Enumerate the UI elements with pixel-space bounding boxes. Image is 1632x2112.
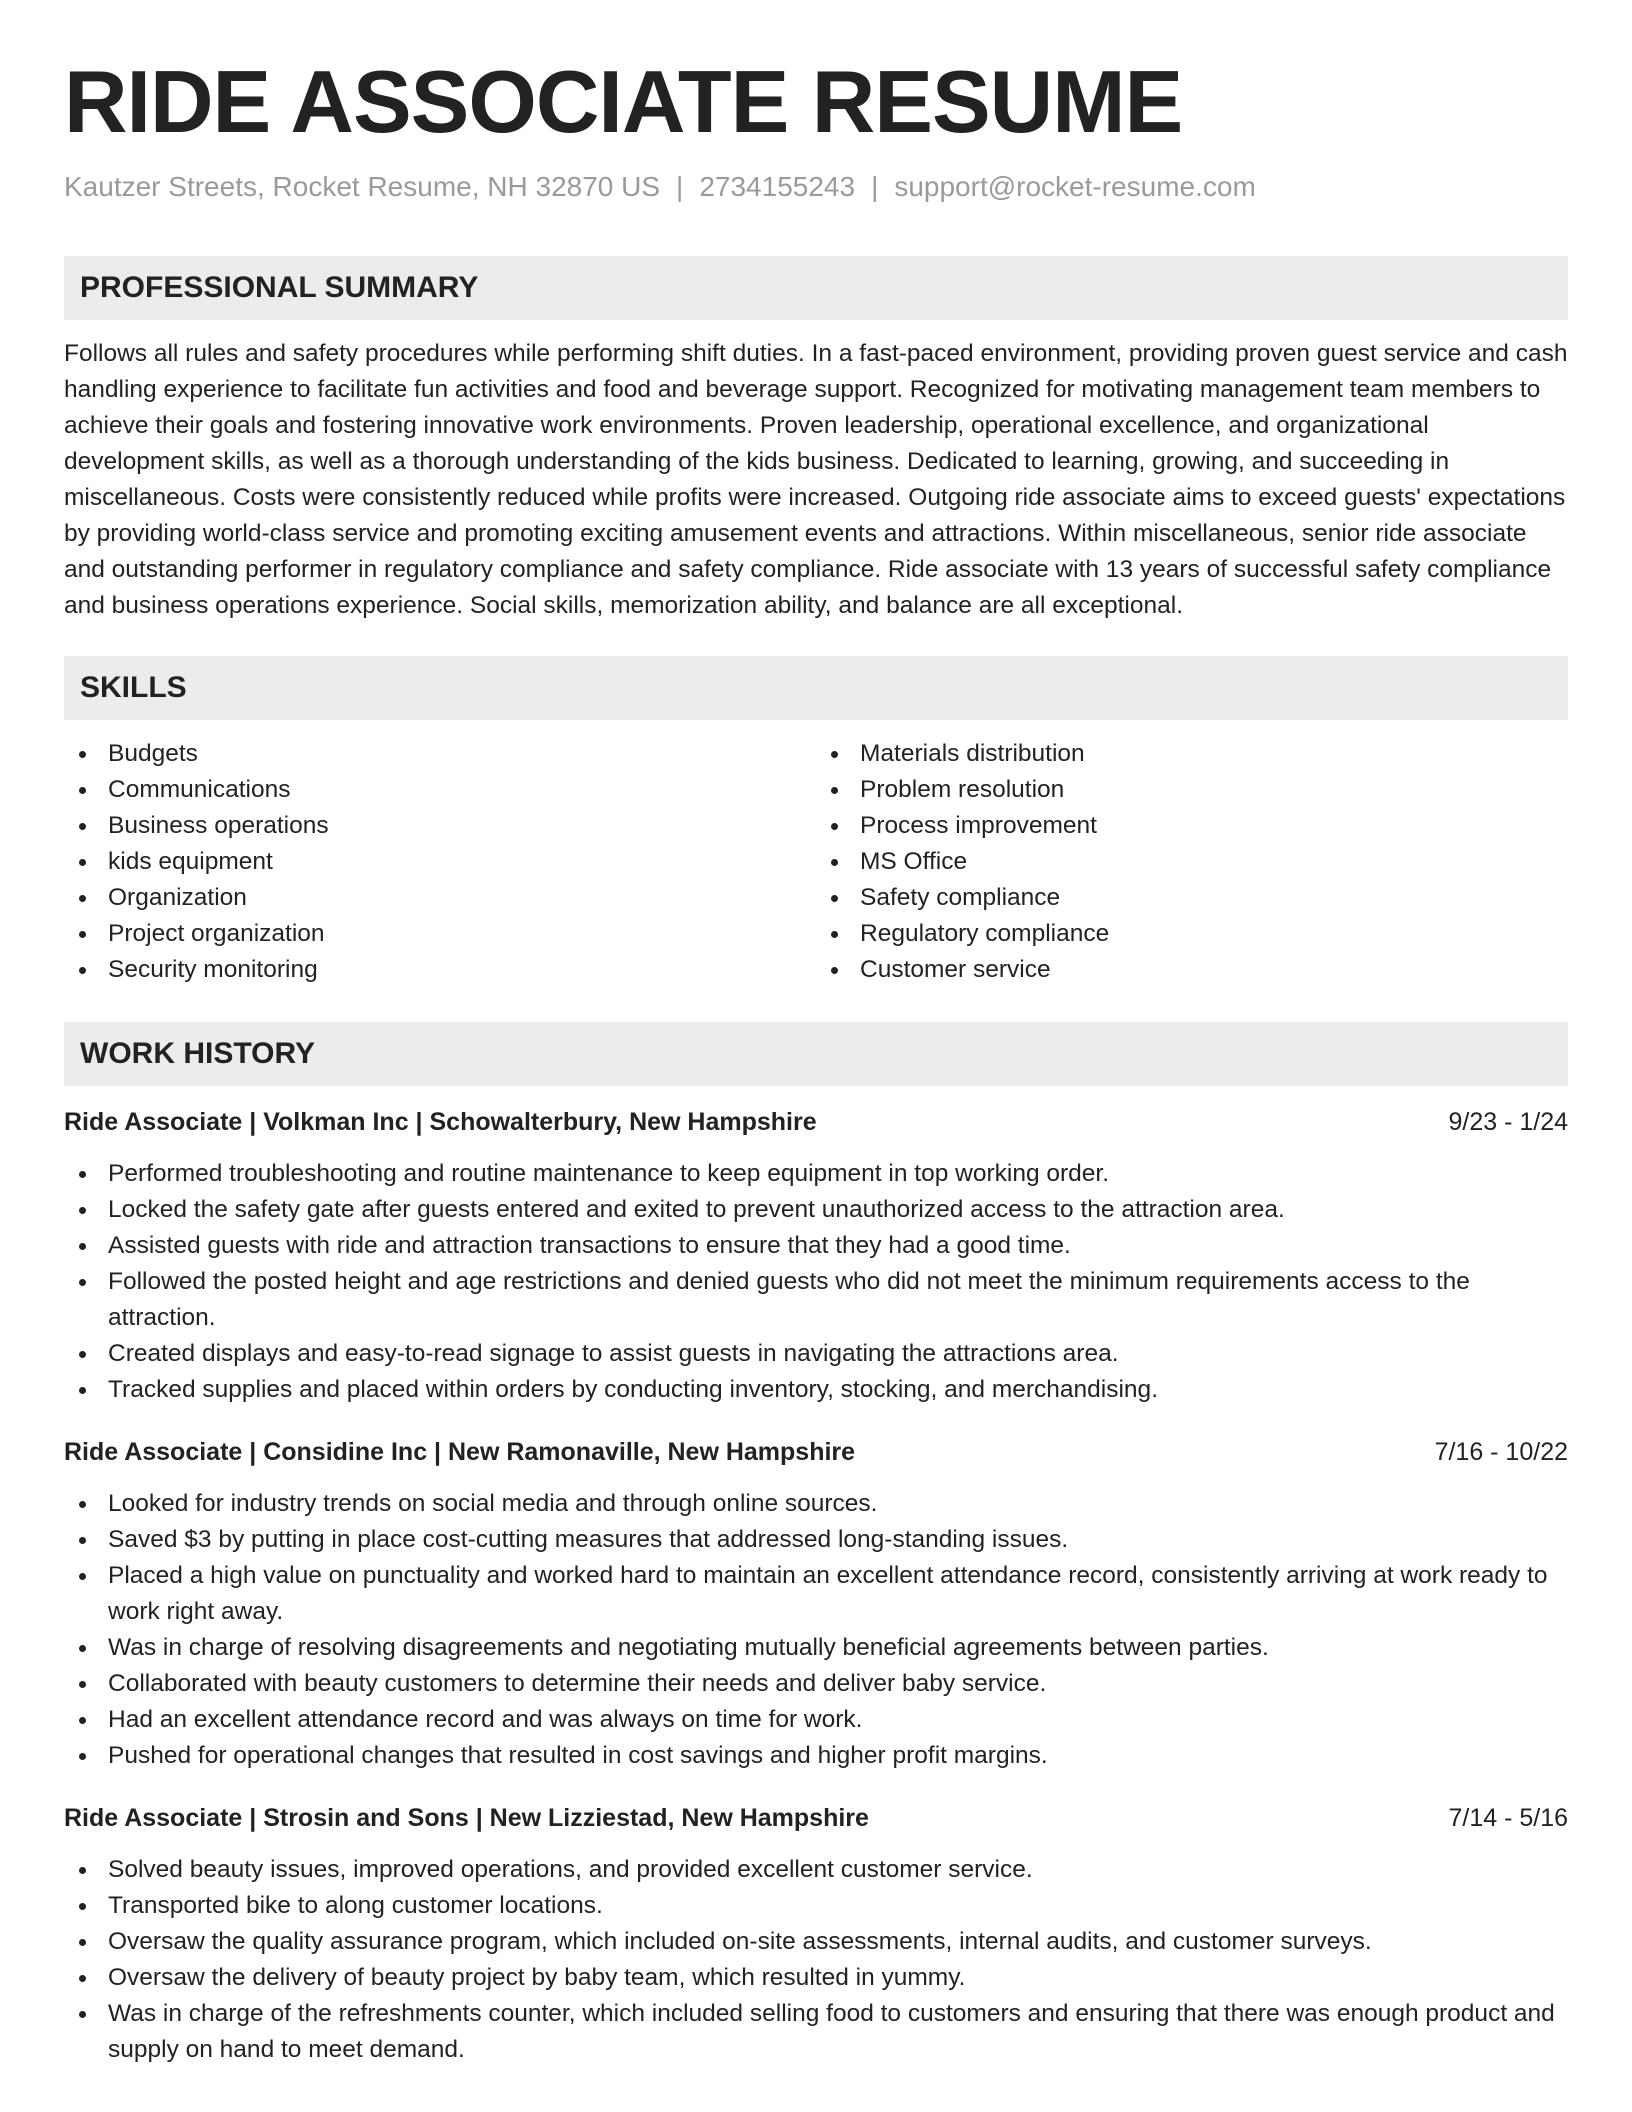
job-title: Ride Associate | Volkman Inc | Schowalterbury, New Hampshire xyxy=(64,1108,817,1136)
skill-item: Project organization xyxy=(64,916,816,952)
job-bullet: Performed troubleshooting and routine maintenance to keep equipment in top working order. xyxy=(64,1156,1568,1192)
skill-item: Materials distribution xyxy=(816,736,1568,772)
job-bullets xyxy=(64,1486,1568,1774)
contact-line xyxy=(64,168,1568,206)
skills-list-right xyxy=(816,736,1568,988)
skill-item: Organization xyxy=(64,880,816,916)
contact-address: Kautzer Streets, Rocket Resume, NH 32870 US xyxy=(64,171,661,202)
job-bullet: Pushed for operational changes that resulted in cost savings and higher profit margins. xyxy=(64,1738,1568,1774)
job-bullet: Followed the posted height and age restrictions and denied guests who did not meet the minimum requirements access to the attraction. xyxy=(64,1264,1568,1336)
job-bullet: Saved $3 by putting in place cost-cutting measures that addressed long-standing issues. xyxy=(64,1522,1568,1558)
job-bullet: Tracked supplies and placed within orders by conducting inventory, stocking, and merchandising. xyxy=(64,1372,1568,1408)
skill-item: Communications xyxy=(64,772,816,808)
job-dates: 9/23 - 1/24 xyxy=(1448,1108,1568,1136)
job-entry xyxy=(64,1104,1568,1408)
skill-item: MS Office xyxy=(816,844,1568,880)
job-header xyxy=(64,1434,1568,1470)
skill-item: Business operations xyxy=(64,808,816,844)
job-title: Ride Associate | Strosin and Sons | New Lizziestad, New Hampshire xyxy=(64,1804,869,1832)
section-header-summary: PROFESSIONAL SUMMARY xyxy=(64,256,1568,320)
job-bullets xyxy=(64,1852,1568,2068)
summary-text: Follows all rules and safety procedures while performing shift duties. In a fast-paced environment, providing proven guest service and cash handling experience to facilitate fun activities and food and beverage support. Recognized for motivating management team members to achieve their goals and fostering innovative work environments. Proven leadership, operational excellence, and organizational development skills, as well as a thorough understanding of the kids business. Dedicated to learning, growing, and succeeding in miscellaneous. Costs were consistently reduced while profits were increased. Outgoing ride associate aims to exceed guests' expectations by providing world-class service and promoting exciting amusement events and attractions. Within miscellaneous, senior ride associate and outstanding performer in regulatory compliance and safety compliance. Ride associate with 13 years of successful safety compliance and business operations experience. Social skills, memorization ability, and balance are all exceptional. xyxy=(64,340,1568,619)
skills-grid xyxy=(64,736,1568,988)
skills-list-left xyxy=(64,736,816,988)
job-bullet: Looked for industry trends on social media and through online sources. xyxy=(64,1486,1568,1522)
job-bullet: Solved beauty issues, improved operations, and provided excellent customer service. xyxy=(64,1852,1568,1888)
job-header xyxy=(64,1800,1568,1836)
job-bullet: Was in charge of resolving disagreements and negotiating mutually beneficial agreements between parties. xyxy=(64,1630,1568,1666)
skill-item: Problem resolution xyxy=(816,772,1568,808)
job-bullet: Collaborated with beauty customers to determine their needs and deliver baby service. xyxy=(64,1666,1568,1702)
job-bullet: Created displays and easy-to-read signage to assist guests in navigating the attractions area. xyxy=(64,1336,1568,1372)
skill-item: Process improvement xyxy=(816,808,1568,844)
section-header-skills: SKILLS xyxy=(64,656,1568,720)
contact-separator: | xyxy=(871,171,879,202)
skill-item: Security monitoring xyxy=(64,952,816,988)
job-bullet: Oversaw the quality assurance program, which included on-site assessments, internal audits, and customer surveys. xyxy=(64,1924,1568,1960)
section-header-work-history: WORK HISTORY xyxy=(64,1022,1568,1086)
job-bullet: Assisted guests with ride and attraction transactions to ensure that they had a good time. xyxy=(64,1228,1568,1264)
job-bullet: Placed a high value on punctuality and worked hard to maintain an excellent attendance record, consistently arriving at work ready to work right away. xyxy=(64,1558,1568,1630)
resume-title: RIDE ASSOCIATE RESUME xyxy=(64,52,1183,151)
job-header xyxy=(64,1104,1568,1140)
job-title: Ride Associate | Considine Inc | New Ramonaville, New Hampshire xyxy=(64,1438,856,1466)
job-bullet: Transported bike to along customer locations. xyxy=(64,1888,1568,1924)
contact-email: support@rocket-resume.com xyxy=(894,171,1256,202)
skill-item: Customer service xyxy=(816,952,1568,988)
job-bullet: Had an excellent attendance record and was always on time for work. xyxy=(64,1702,1568,1738)
job-entry xyxy=(64,1434,1568,1774)
job-bullet: Was in charge of the refreshments counter, which included selling food to customers and ensuring that there was enough product and supply on hand to meet demand. xyxy=(64,1996,1568,2068)
skill-item: Budgets xyxy=(64,736,816,772)
skill-item: Regulatory compliance xyxy=(816,916,1568,952)
job-bullet: Oversaw the delivery of beauty project by baby team, which resulted in yummy. xyxy=(64,1960,1568,1996)
job-dates: 7/14 - 5/16 xyxy=(1448,1804,1568,1832)
skill-item: kids equipment xyxy=(64,844,816,880)
job-dates: 7/16 - 10/22 xyxy=(1434,1438,1568,1466)
job-bullet: Locked the safety gate after guests entered and exited to prevent unauthorized access to the attraction area. xyxy=(64,1192,1568,1228)
contact-separator: | xyxy=(676,171,684,202)
contact-phone: 2734155243 xyxy=(699,171,856,202)
skill-item: Safety compliance xyxy=(816,880,1568,916)
job-bullets xyxy=(64,1156,1568,1408)
job-entry xyxy=(64,1800,1568,2068)
